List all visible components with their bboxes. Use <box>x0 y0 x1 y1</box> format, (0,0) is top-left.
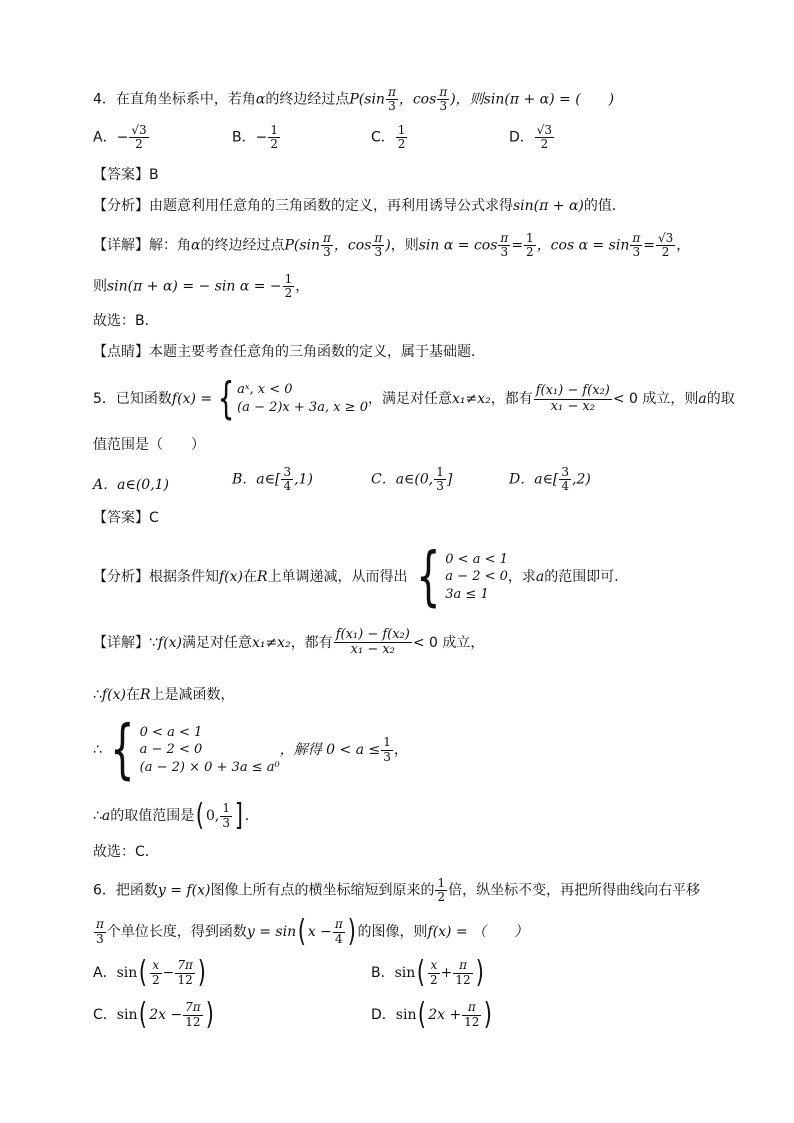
q6-stem: 6．把函数y = f(x)图像上所有点的横坐标缩短到原来的 $\frac{1}{2}$ 倍，纵坐标不变，再把所得曲线向右平移 <box>93 876 701 905</box>
q5-analysis: 【分析】根据条件知f(x)在R上单调递减，从而得出 { 0 < a < 1 a − 2 < 0 3a ≤ 1，求a的范围即可． <box>93 540 629 614</box>
q4-option-b[interactable]: B．− $\frac{1}{2}$ <box>232 123 278 152</box>
q4-choose: 故选：B． <box>93 313 159 329</box>
q5-stem: 5．已知函数f(x) = { aˣ, x < 0 (a − 2)x + 3a, x ≥ 0，满足对任意x₁≠x₂，都有 $\frac{\text{f(x₁) − f(x₂)}}{\text{x₁ − x₂}}$ < 0 成立，则a的取 <box>93 373 735 424</box>
q5-option-a[interactable]: A．a∈(0,1) <box>93 477 170 493</box>
q6-option-a[interactable]: A．sin( $\frac{x}{2}$ − $\frac{7\pi}{12}$ ) <box>93 955 206 990</box>
q5-option-d[interactable]: D．a∈[ $\frac{3}{4}$ ,2) <box>509 465 591 494</box>
q6-option-d[interactable]: D．sin( 2x + $\frac{\pi}{12}$ ) <box>371 997 493 1032</box>
q4-option-d[interactable]: D． $\frac{√3}{2}$ <box>509 123 553 152</box>
q4-comment: 【点睛】本题主要考查任意角的三角函数的定义，属于基础题． <box>93 344 485 360</box>
q5-range: ∴a的取值范围是( 0, $\frac{1}{3}$ ] ． <box>93 798 259 833</box>
q5-option-b[interactable]: B．a∈[ $\frac{3}{4}$ ,1) <box>232 465 313 494</box>
q4-detail: 【详解】解：角α的终边经过点P(sin $\frac{\pi}{3}$ ，cos $\frac{\pi}{3}$ )，则sin α = cos $\frac{\pi}{3}$ = $\frac{1}{2}$ ，cos α = sin $\frac{\pi}{3}$ = $\frac{√3}{2}$ ， <box>93 231 691 260</box>
q4-then: 则sin(π + α) = − sin α = − $\frac{1}{2}$ ， <box>93 272 310 301</box>
q4-stem: 4．在直角坐标系中，若角α的终边经过点P(sin $\frac{\pi}{3}$ ，cos $\frac{\pi}{3}$ )，则sin(π + α) = ( ) <box>93 85 615 114</box>
q5-system: ∴ { 0 < a < 1 a − 2 < 0 (a − 2) × 0 + 3a ≤ a⁰，解得 0 < a ≤ $\frac{1}{3}$ ， <box>93 713 408 787</box>
q4-option-a[interactable]: A．− $\frac{√3}{2}$ <box>93 123 147 152</box>
q5-option-c[interactable]: C．a∈(0, $\frac{1}{3}$ ] <box>371 465 453 494</box>
q5-decreasing: ∴f(x)在R上是减函数， <box>93 687 235 703</box>
q5-stem-line2: 值范围是（ ） <box>93 437 205 453</box>
q5-detail: 【详解】∵f(x)满足对任意x₁≠x₂，都有 $\frac{\text{f(x₁) − f(x₂)}}{\text{x₁ − x₂}}$ < 0 成立， <box>93 627 485 658</box>
q6-option-c[interactable]: C．sin( 2x − $\frac{7\pi}{12}$ ) <box>93 997 214 1032</box>
q6-option-b[interactable]: B．sin( $\frac{x}{2}$ + $\frac{\pi}{12}$ ) <box>371 955 484 990</box>
q5-answer: 【答案】C <box>93 510 159 526</box>
q5-choose: 故选：C． <box>93 844 159 860</box>
q4-option-c[interactable]: C． $\frac{1}{2}$ <box>371 123 406 152</box>
q4-analysis: 【分析】由题意利用任意角的三角函数的定义，再利用诱导公式求得sin(π + α)的值． <box>93 198 626 214</box>
q4-answer: 【答案】B <box>93 167 159 183</box>
q6-stem-line2: $\frac{\pi}{3}$ 个单位长度，得到函数y = sin( x − $\frac{\pi}{4}$ ) 的图像，则f(x) = （ ） <box>96 914 529 949</box>
